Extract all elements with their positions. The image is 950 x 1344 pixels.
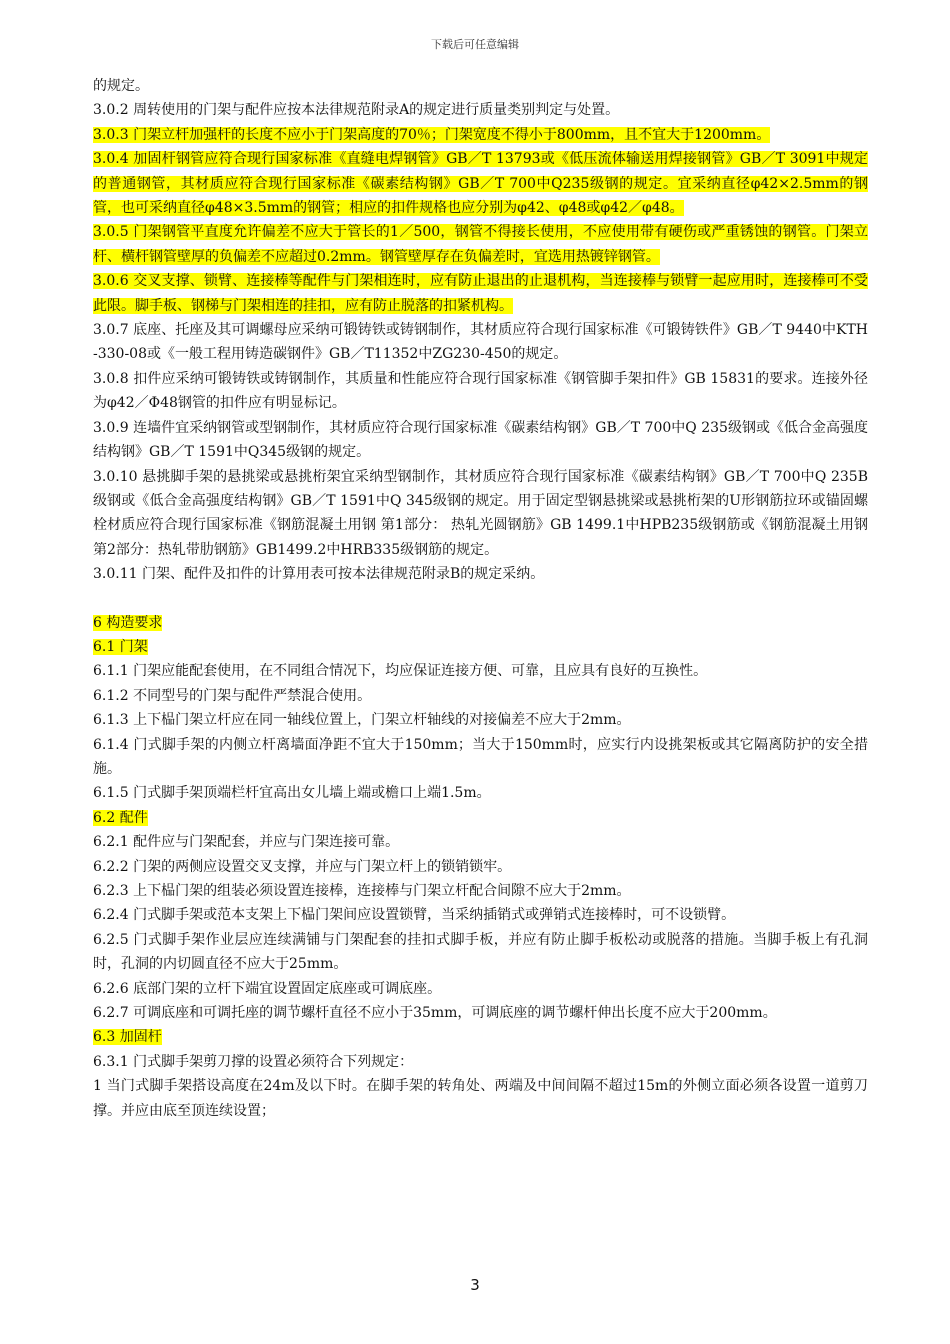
page-number: 3: [470, 1276, 480, 1294]
paragraph: [93, 781, 868, 805]
paragraph: [93, 928, 868, 977]
paragraph-spacer: [93, 587, 868, 611]
paragraph-text: 3.0.8 扣件应采纳可锻铸铁或铸钢制作，其质量和性能应符合现行国家标准《钢管脚手架扣件》GB 15831的要求。连接外径为φ42／Φ48钢管的扣件应有明显标记。: [93, 370, 868, 412]
paragraph: [93, 74, 868, 98]
paragraph-text: 3.0.2 周转使用的门架与配件应按本法律规范附录A的规定进行质量类别判定与处置。: [93, 102, 620, 119]
paragraph-text: 3.0.10 悬挑脚手架的悬挑梁或悬挑桁架宜采纳型钢制作，其材质应符合现行国家标准《碳素结构钢》GB／T 700中Q 235B级钢或《低合金高强度结构钢》GB／T 1591中Q 345级钢的规定。用于固定型钢悬挑梁或悬挑桁架的U形钢筋拉环或锚固螺栓材质应符合现行国家标准《钢筋混凝土用钢 第1部分： 热轧光圆钢筋》GB 1499.1中HPB235级钢筋或《钢筋混凝土用钢第2部分：热轧带肋钢筋》GB1499.2中HRB335级钢筋的规定。: [93, 468, 868, 558]
paragraph: [93, 977, 868, 1001]
paragraph-text: 6.2.5 门式脚手架作业层应连续满铺与门架配套的挂扣式脚手板，并应有防止脚手板松动或脱落的措施。当脚手板上有孔洞时，孔洞的内切圆直径不应大于25mm。: [93, 931, 868, 973]
paragraph: [93, 465, 868, 563]
document-body: [93, 74, 868, 1123]
highlighted-paragraph: [93, 635, 868, 659]
paragraph-text: 6.2.7 可调底座和可调托座的调节螺杆直径不应小于35mm，可调底座的调节螺杆伸出长度不应大于200mm。: [93, 1005, 777, 1022]
paragraph: [93, 855, 868, 879]
highlighted-paragraph: [93, 1025, 868, 1049]
paragraph-text: 3.0.6 交叉支撑、锁臂、连接棒等配件与门架相连时，应有防止退出的止退机构，当连接棒与锁臂一起应用时，连接棒可不受此限。脚手板、钢梯与门架相连的挂扣，应有防止脱落的扣紧机构。: [93, 273, 868, 314]
paragraph: [93, 562, 868, 586]
paragraph-text: 6.1 门架: [93, 638, 148, 655]
paragraph: [93, 367, 868, 416]
paragraph-text: 6.1.4 门式脚手架的内侧立杆离墙面净距不宜大于150mm；当大于150mm时，应实行内设挑架板或其它隔离防护的安全措施。: [93, 736, 868, 777]
paragraph-text: 6.1.5 门式脚手架顶端栏杆宜高出女儿墙上端或檐口上端1.5m。: [93, 785, 491, 802]
paragraph: [93, 659, 868, 683]
paragraph-text: 6.2.1 配件应与门架配套，并应与门架连接可靠。: [93, 834, 400, 851]
paragraph-text: 3.0.4 加固杆钢管应符合现行国家标准《直缝电焊钢管》GB／T 13793或《低压流体输送用焊接钢管》GB／T 3091中规定的普通钢管，其材质应符合现行国家标准《碳素结构钢》GB／T 700中Q235级钢的规定。宜采纳直径φ42×2.5mm的钢管，也可采纳直径φ48×3.5mm的钢管；相应的扣件规格也应分别为φ42、φ48或φ42／φ48。: [93, 151, 868, 217]
paragraph-text: 3.0.7 底座、托座及其可调螺母应采纳可锻铸铁或铸钢制作，其材质应符合现行国家标准《可锻铸铁件》GB／T 9440中KTH-330-08或《一般工程用铸造碳钢件》GB／T11352中ZG230-450的规定。: [93, 322, 868, 363]
paragraph: [93, 733, 868, 782]
paragraph-text: 6.3 加固杆: [93, 1029, 162, 1046]
paragraph-text: 3.0.9 连墙件宜采纳钢管或型钢制作，其材质应符合现行国家标准《碳素结构钢》GB／T 700中Q 235级钢或《低合金高强度结构钢》GB／T 1591中Q345级钢的规定。: [93, 419, 868, 461]
paragraph-text: 3.0.5 门架钢管平直度允许偏差不应大于管长的1／500，钢管不得接长使用，不应使用带有硬伤或严重锈蚀的钢管。门架立杆、横杆钢管壁厚的负偏差不应超过0.2mm。钢管壁厚存在负偏差时，宜选用热镀锌钢管。: [93, 224, 868, 265]
paragraph: [93, 830, 868, 854]
paragraph-text: 6.2.6 底部门架的立杆下端宜设置固定底座或可调底座。: [93, 980, 442, 997]
paragraph: [93, 1074, 868, 1123]
paragraph-text: 6.2.2 门架的两侧应设置交叉支撑，并应与门架立杆上的锁销锁牢。: [93, 858, 512, 875]
paragraph-text: 6.2.3 上下榀门架的组装必须设置连接棒，连接棒与门架立杆配合间隙不应大于2mm。: [93, 883, 631, 899]
paragraph: [93, 1050, 868, 1074]
paragraph-text: 3.0.3 门架立杆加强杆的长度不应小于门架高度的70％；门架宽度不得小于800mm，且不宜大于1200mm。: [93, 126, 771, 143]
highlighted-paragraph: [93, 147, 868, 220]
paragraph-text: 的规定。: [93, 78, 149, 94]
paragraph: [93, 903, 868, 927]
highlighted-paragraph: [93, 220, 868, 269]
paragraph-text: 6.3.1 门式脚手架剪刀撑的设置必须符合下列规定：: [93, 1053, 414, 1070]
highlighted-paragraph: [93, 611, 868, 635]
paragraph-text: 3.0.11 门架、配件及扣件的计算用表可按本法律规范附录B的规定采纳。: [93, 566, 545, 583]
paragraph: [93, 98, 868, 122]
paragraph: [93, 879, 868, 903]
paragraph-text: 1 当门式脚手架搭设高度在24m及以下时。在脚手架的转角处、两端及中间间隔不超过15m的外侧立面必须各设置一道剪刀撑。并应由底至顶连续设置；: [93, 1078, 868, 1119]
paragraph-text: 6.1.2 不同型号的门架与配件严禁混合使用。: [93, 687, 372, 704]
paragraph-text: 6.1.3 上下榀门架立杆应在同一轴线位置上，门架立杆轴线的对接偏差不应大于2mm。: [93, 712, 631, 729]
paragraph: [93, 318, 868, 367]
paragraph-text: 6.2.4 门式脚手架或范本支架上下榀门架间应设置锁臂，当采纳插销式或弹销式连接棒时，可不设锁臂。: [93, 907, 736, 924]
paragraph: [93, 684, 868, 708]
paragraph: [93, 1001, 868, 1025]
page-header: 下载后可任意编辑: [431, 38, 519, 51]
paragraph-text: 6.2 配件: [93, 809, 148, 826]
paragraph-text: 6 构造要求: [93, 614, 163, 631]
paragraph-text: 6.1.1 门架应能配套使用，在不同组合情况下，均应保证连接方便、可靠，且应具有良好的互换性。: [93, 663, 708, 680]
highlighted-paragraph: [93, 806, 868, 830]
highlighted-paragraph: [93, 123, 868, 147]
paragraph: [93, 708, 868, 732]
paragraph: [93, 416, 868, 465]
highlighted-paragraph: [93, 269, 868, 318]
